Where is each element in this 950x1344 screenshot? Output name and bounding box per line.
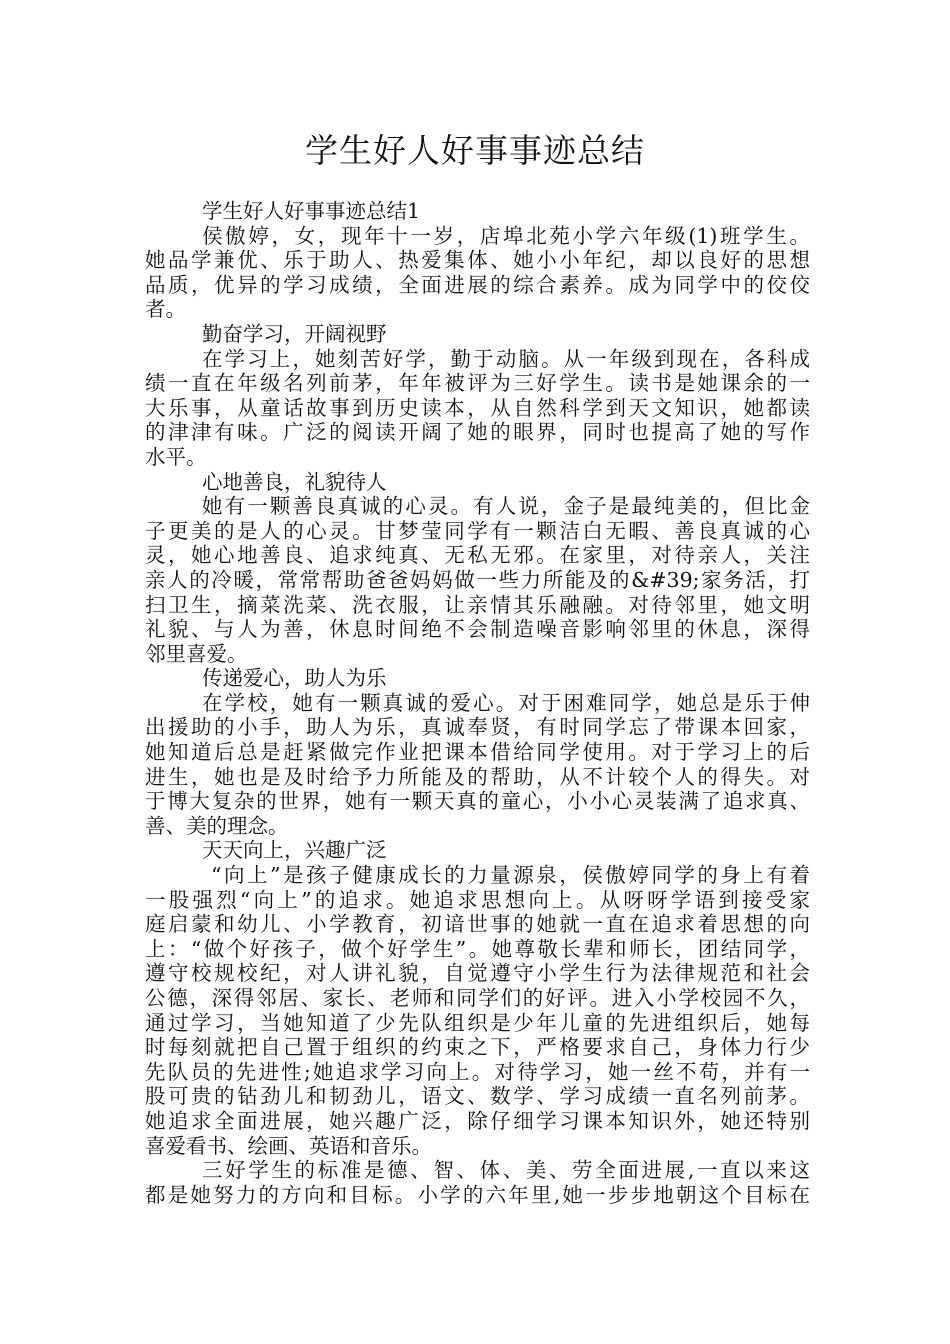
text-line: 灵，她心地善良、追求纯真、无私无邪。在家里，对待亲人，关注: [145, 543, 810, 568]
text-line: 传递爱心，助人为乐: [202, 666, 387, 691]
text-line: 遵守校规校纪，对人讲礼貌，自觉遵守小学生行为法律规范和社会: [145, 961, 810, 986]
text-line: 先队员的先进性;她追求学习向上。对待学习，她一丝不苟，并有一: [145, 1059, 810, 1084]
text-line: 于博大复杂的世界，她有一颗天真的童心，小小心灵装满了追求真、: [145, 789, 810, 814]
text-line: 者。: [145, 297, 186, 322]
text-line: 邻里喜爱。: [145, 641, 248, 666]
text-line: 通过学习，当她知道了少先队组织是少年儿童的先进组织后，她每: [145, 1010, 810, 1035]
text-line: 在学习上，她刻苦好学，勤于动脑。从一年级到现在，各科成: [202, 346, 810, 371]
text-line: 天天向上，兴趣广泛: [202, 838, 387, 863]
text-line: 在学校，她有一颗真诚的爱心。对于困难同学，她总是乐于伸: [202, 690, 810, 715]
text-line: 侯傲婷，女，现年十一岁，店埠北苑小学六年级(1)班学生。: [202, 223, 810, 248]
text-line: 学生好人好事事迹总结1: [202, 199, 421, 223]
text-line: 庭启蒙和幼儿、小学教育，初谙世事的她就一直在追求着思想的向: [145, 912, 810, 937]
text-line: 品质，优异的学习成绩，全面进展的综合素养。成为同学中的佼佼: [145, 272, 810, 297]
document-body: [145, 199, 810, 1207]
text-line: 子更美的是人的心灵。甘梦莹同学有一颗洁白无暇、善良真诚的心: [145, 518, 810, 543]
text-line: 扫卫生，摘菜洗菜、洗衣服，让亲情其乐融融。对待邻里，她文明: [145, 592, 810, 617]
text-line: 喜爱看书、绘画、英语和音乐。: [145, 1133, 432, 1158]
document-title: 学生好人好事事迹总结: [305, 131, 645, 170]
text-line: 她品学兼优、乐于助人、热爱集体、她小小年纪，却以良好的思想: [145, 248, 810, 273]
text-line: 都是她努力的方向和目标。小学的六年里,她一步步地朝这个目标在: [145, 1182, 810, 1207]
text-line: 她知道后总是赶紧做完作业把课本借给同学使用。对于学习上的后: [145, 740, 810, 765]
text-line: 上：“做个好孩子，做个好学生”。她尊敬长辈和师长，团结同学，: [145, 936, 810, 961]
text-line: 进生，她也是及时给予力所能及的帮助，从不计较个人的得失。对: [145, 764, 810, 789]
text-line: 水平。: [145, 444, 207, 469]
text-line: 时每刻就把自己置于组织的约束之下，严格要求自己，身体力行少: [145, 1035, 810, 1060]
text-line: 公德，深得邻居、家长、老师和同学们的好评。进入小学校园不久，: [145, 986, 810, 1010]
text-line: 礼貌、与人为善，休息时间绝不会制造噪音影响邻里的休息，深得: [145, 617, 810, 642]
text-line: 绩一直在年级名列前茅，年年被评为三好学生。读书是她课余的一: [145, 371, 810, 396]
text-line: 大乐事，从童话故事到历史读本，从自然科学到天文知识，她都读: [145, 395, 810, 420]
text-line: 善、美的理念。: [145, 813, 289, 838]
text-line: 心地善良，礼貌待人: [202, 469, 387, 494]
text-line: 股可贵的钻劲儿和韧劲儿，语文、数学、学习成绩一直名列前茅。: [145, 1084, 810, 1109]
text-line: 她有一颗善良真诚的心灵。有人说，金子是最纯美的，但比金: [202, 494, 810, 519]
text-line: “向上”是孩子健康成长的力量源泉，侯傲婷同学的身上有着: [211, 863, 810, 888]
text-line: 出援助的小手，助人为乐，真诚奉贤，有时同学忘了带课本回家，: [145, 715, 810, 740]
text-line: 勤奋学习，开阔视野: [202, 321, 387, 346]
text-line: 一股强烈“向上”的追求。她追求思想向上。从呀呀学语到接受家: [145, 887, 810, 912]
text-line: 的津津有味。广泛的阅读开阔了她的眼界，同时也提高了她的写作: [145, 420, 810, 445]
text-line: 亲人的冷暖，常常帮助爸爸妈妈做一些力所能及的&#39;家务活，打: [145, 567, 810, 592]
text-line: 三好学生的标准是德、智、体、美、劳全面进展,一直以来这: [202, 1158, 810, 1183]
text-line: 她追求全面进展，她兴趣广泛，除仔细学习课本知识外，她还特别: [145, 1108, 810, 1133]
